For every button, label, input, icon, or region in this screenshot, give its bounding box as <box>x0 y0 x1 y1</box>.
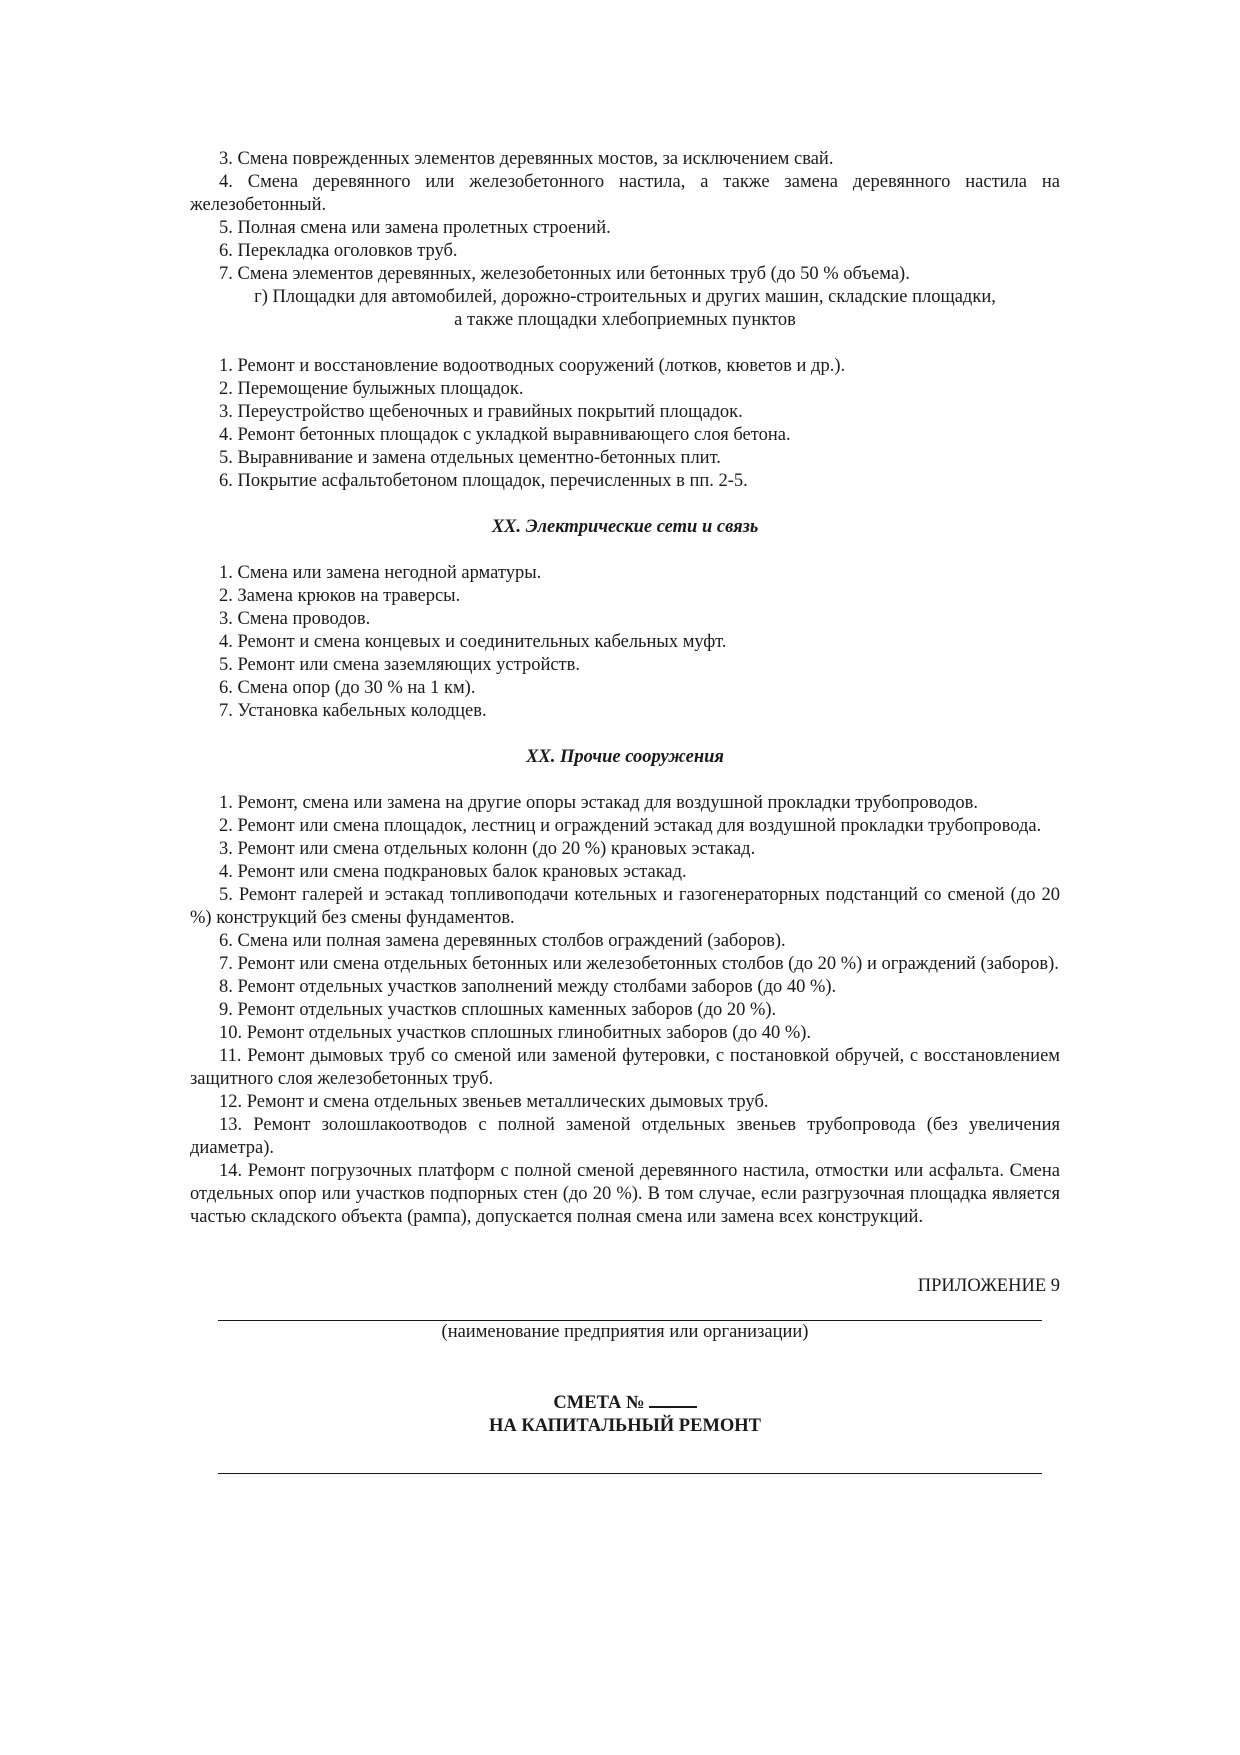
item-poles: 6. Смена опор (до 30 % на 1 км). <box>219 678 476 698</box>
item-gravel: 3. Переустройство щебеночных и гравийных покрытий площадок. <box>219 402 743 422</box>
item-slabs: 5. Выравнивание и замена отдельных цементно-бетонных плит. <box>219 448 721 468</box>
org-caption: (наименование предприятия или организации) <box>441 1322 809 1342</box>
item-grounding: 5. Ремонт или смена заземляющих устройств. <box>219 655 581 675</box>
item-fittings: 1. Смена или замена негодной арматуры. <box>219 563 542 583</box>
item-deck: 4. Смена деревянного или железобетонного настила, а также замена деревянного настила на железобетонный. <box>190 172 1060 215</box>
item-galleries: 5. Ремонт галерей и эстакад топливоподачи котельных и газогенераторных подстанций со сменой (до 20 %) конструкций без смены фундаментов. <box>190 885 1060 928</box>
item-couplings: 4. Ремонт и смена концевых и соединительных кабельных муфт. <box>219 632 727 652</box>
item-cobble: 2. Перемощение булыжных площадок. <box>219 379 524 399</box>
item-bridges: 3. Смена поврежденных элементов деревянных мостов, за исключением свай. <box>219 149 834 169</box>
item-columns: 3. Ремонт или смена отдельных колонн (до 20 %) крановых эстакад. <box>219 839 756 859</box>
appendix-label: ПРИЛОЖЕНИЕ 9 <box>917 1276 1060 1296</box>
item-metal-chimneys: 12. Ремонт и смена отдельных звеньев металлических дымовых труб. <box>219 1092 769 1112</box>
item-concrete-sites: 4. Ремонт бетонных площадок с укладкой выравнивающего слоя бетона. <box>219 425 791 445</box>
estimate-number-blank <box>649 1390 697 1408</box>
item-clay-fences: 10. Ремонт отдельных участков сплошных глинобитных заборов (до 40 %). <box>219 1023 812 1043</box>
item-trestle-platforms: 2. Ремонт или смена площадок, лестниц и ограждений эстакад для воздушной прокладки трубопровода. <box>219 816 1042 836</box>
item-stone-fences: 9. Ремонт отдельных участков сплошных каменных заборов (до 20 %). <box>219 1000 777 1020</box>
item-chimneys: 11. Ремонт дымовых труб со сменой или заменой футеровки, с постановкой обручей, с восстановлением защитного слоя железобетонных труб. <box>190 1046 1060 1089</box>
section-heading-other: XX. Прочие сооружения <box>526 747 724 767</box>
item-wires: 3. Смена проводов. <box>219 609 371 629</box>
estimate-subtitle: НА КАПИТАЛЬНЫЙ РЕМОНТ <box>488 1416 762 1436</box>
item-pipes: 7. Смена элементов деревянных, железобетонных или бетонных труб (до 50 % объема). <box>219 264 910 284</box>
item-concrete-posts: 7. Ремонт или смена отдельных бетонных или железобетонных столбов (до 20 %) и ограждений (заборов). <box>219 954 1059 974</box>
estimate-title-text: СМЕТА № <box>553 1393 645 1413</box>
item-infill: 8. Ремонт отдельных участков заполнений между столбами заборов (до 40 %). <box>219 977 837 997</box>
item-spans: 5. Полная смена или замена пролетных строений. <box>219 218 611 238</box>
item-wells: 7. Установка кабельных колодцев. <box>219 701 487 721</box>
subheading-sites-line2: а также площадки хлебоприемных пунктов <box>454 310 796 330</box>
section-heading-electric: XX. Электрические сети и связь <box>491 517 759 537</box>
item-trestle-supports: 1. Ремонт, смена или замена на другие опоры эстакад для воздушной прокладки трубопроводов. <box>219 793 979 813</box>
item-wooden-posts: 6. Смена или полная замена деревянных столбов ограждений (заборов). <box>219 931 786 951</box>
item-hooks: 2. Замена крюков на траверсы. <box>219 586 461 606</box>
bottom-line <box>218 1438 1042 1474</box>
subheading-sites-line1: г) Площадки для автомобилей, дорожно-строительных и других машин, складские площадки, <box>254 287 996 307</box>
document-page <box>190 148 1060 1474</box>
item-asphalt: 6. Покрытие асфальтобетоном площадок, перечисленных в пп. 2-5. <box>219 471 748 491</box>
estimate-title <box>190 1390 1060 1415</box>
item-drainage: 1. Ремонт и восстановление водоотводных сооружений (лотков, кюветов и др.). <box>219 356 846 376</box>
item-pipe-heads: 6. Перекладка оголовков труб. <box>219 241 458 261</box>
item-crane-beams: 4. Ремонт или смена подкрановых балок крановых эстакад. <box>219 862 687 882</box>
item-ash-lines: 13. Ремонт золошлакоотводов с полной заменой отдельных звеньев трубопровода (без увеличения диаметра). <box>190 1115 1060 1158</box>
item-loading-platforms: 14. Ремонт погрузочных платформ с полной сменой деревянного настила, отмостки или асфальта. Смена отдельных опор или участков подпорных стен (до 20 %). В том случае, если разгрузочная площадка является частью складского объекта (рампа), допускается полная смена или замена всех конструкций. <box>190 1161 1060 1227</box>
org-name-line <box>218 1298 1042 1321</box>
